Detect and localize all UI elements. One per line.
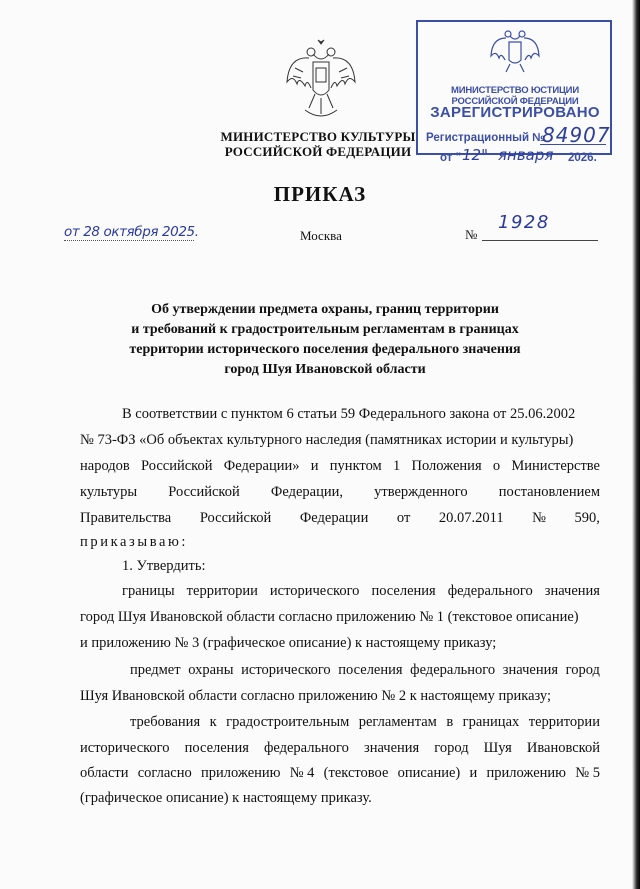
- body-word: Шуя: [483, 740, 512, 756]
- number-sign: №: [465, 227, 478, 242]
- stamp-reg-number: 84907: [542, 123, 611, 147]
- body-word: постановлением: [498, 484, 600, 500]
- body-word: поселения: [338, 662, 403, 678]
- subject-line: и требований к градостроительным регламентам в границах: [131, 322, 519, 337]
- subject-line: город Шуя Ивановской области: [224, 362, 426, 377]
- stamp-ministry-text: МИНИСТЕРСТВО ЮСТИЦИИ РОССИЙСКОЙ ФЕДЕРАЦИИ: [451, 85, 579, 107]
- body-word: народов: [80, 458, 130, 474]
- body-word: Федерации»: [223, 458, 300, 474]
- body-word: федерального: [447, 583, 533, 599]
- body-word: утвержденного: [374, 484, 468, 500]
- stamp-date-prefix: от ": [440, 152, 462, 164]
- body-word: от: [396, 510, 411, 526]
- body-word: Федерации,: [270, 484, 343, 500]
- ministry-name: [218, 129, 418, 159]
- item-heading: 1. Утвердить:: [122, 558, 206, 574]
- body-word: и: [310, 458, 319, 474]
- body-line: и приложению № 3 (графическое описание) к настоящему приказу;: [80, 635, 497, 651]
- body-line: (графическое описание) к настоящему приказу.: [80, 790, 372, 806]
- body-word: 1: [392, 458, 401, 474]
- body-word: город: [565, 662, 600, 678]
- body-line-justified: [80, 765, 600, 782]
- body-word: Ивановской: [526, 740, 600, 756]
- body-word: Министерстве: [511, 458, 600, 474]
- body-word: значения: [544, 583, 600, 599]
- body-word: приложению: [200, 765, 281, 781]
- body-word: 20.07.2011: [438, 510, 504, 526]
- body-line: город Шуя Ивановской области согласно приложению № 1 (текстовое описание): [80, 609, 579, 625]
- body-word: Положения: [411, 458, 482, 474]
- body-word: области: [80, 765, 129, 781]
- ministry-line1: МИНИСТЕРСТВО КУЛЬТУРЫ: [220, 129, 416, 144]
- body-line: Шуя Ивановской области согласно приложению № 2 к настоящему приказу;: [80, 688, 552, 704]
- body-line-spaced: приказываю:: [80, 534, 189, 550]
- handwritten-number: 1928: [498, 212, 550, 233]
- body-word: охраны: [188, 662, 234, 678]
- coat-of-arms-emblem: [283, 38, 359, 124]
- body-word: к: [209, 714, 217, 730]
- body-line-justified: [80, 484, 600, 501]
- body-line-justified: [80, 458, 600, 475]
- body-word: в: [446, 714, 454, 730]
- ministry-line2: РОССИЙСКОЙ ФЕДЕРАЦИИ: [224, 144, 412, 159]
- body-word: и: [469, 765, 478, 781]
- body-word: согласно: [137, 765, 192, 781]
- stamp-registered-text: ЗАРЕГИСТРИРОВАНО: [430, 104, 600, 121]
- body-word: территории: [186, 583, 258, 599]
- subject-line: территории исторического поселения федерального значения: [129, 342, 521, 357]
- stamp-date-year: 2026.: [568, 152, 597, 164]
- body-word: предмет: [130, 662, 181, 678]
- body-word: 590,: [574, 510, 600, 526]
- body-word: поселения: [371, 583, 436, 599]
- body-word: (текстовое: [323, 765, 389, 781]
- document-title: ПРИКАЗ: [273, 182, 367, 206]
- body-word: исторического: [241, 662, 331, 678]
- body-word: № 5: [575, 765, 600, 781]
- body-line-justified: [130, 714, 600, 731]
- stamp-date-month: января: [498, 146, 554, 164]
- body-word: Российской: [199, 510, 272, 526]
- body-word: федерального: [410, 662, 496, 678]
- body-word: территории: [528, 714, 600, 730]
- body-line: В соответствии с пунктом 6 статьи 59 Федерального закона от 25.06.2002: [122, 406, 576, 422]
- stamp-eagle-icon: [488, 26, 542, 76]
- handwritten-date: от 28 октября 2025.: [64, 224, 199, 240]
- body-line-justified: [80, 740, 600, 757]
- body-word: пунктом: [329, 458, 382, 474]
- body-word: Российской: [168, 484, 240, 500]
- body-word: значения: [502, 662, 559, 678]
- body-line: № 73-ФЗ «Об объектах культурного наследия (памятниках истории и культуры): [80, 432, 574, 448]
- scan-edge-shadow: [632, 0, 640, 889]
- body-word: приложению: [486, 765, 566, 781]
- body-word: границы: [122, 583, 175, 599]
- body-word: федерального: [263, 740, 349, 756]
- body-word: о: [492, 458, 501, 474]
- body-word: № 4: [289, 765, 315, 781]
- registration-stamp: [416, 20, 612, 164]
- body-word: градостроительным: [226, 714, 350, 730]
- body-line-justified: [130, 662, 600, 679]
- body-word: Российской: [141, 458, 213, 474]
- body-word: исторического: [269, 583, 360, 599]
- stamp-reg-label: Регистрационный №: [426, 132, 546, 144]
- order-subject: [90, 300, 560, 380]
- body-word: культуры: [80, 484, 138, 500]
- body-line-justified: [80, 510, 600, 527]
- body-word: требования: [130, 714, 201, 730]
- city: Москва: [300, 228, 342, 243]
- body-word: границах: [462, 714, 520, 730]
- subject-line: Об утверждении предмета охраны, границ территории: [151, 302, 499, 317]
- body-word: Правительства: [80, 510, 172, 526]
- body-word: Федерации: [299, 510, 369, 526]
- body-word: регламентам: [358, 714, 437, 730]
- body-word: значения: [363, 740, 420, 756]
- body-word: №: [532, 510, 546, 526]
- number-underline: [482, 240, 598, 241]
- body-word: описание): [397, 765, 461, 781]
- stamp-date-day: 12": [462, 146, 488, 164]
- body-line-justified: [122, 583, 600, 600]
- body-word: поселения: [184, 740, 249, 756]
- body-word: город: [434, 740, 469, 756]
- date-underline: [64, 240, 194, 241]
- body-word: исторического: [80, 740, 170, 756]
